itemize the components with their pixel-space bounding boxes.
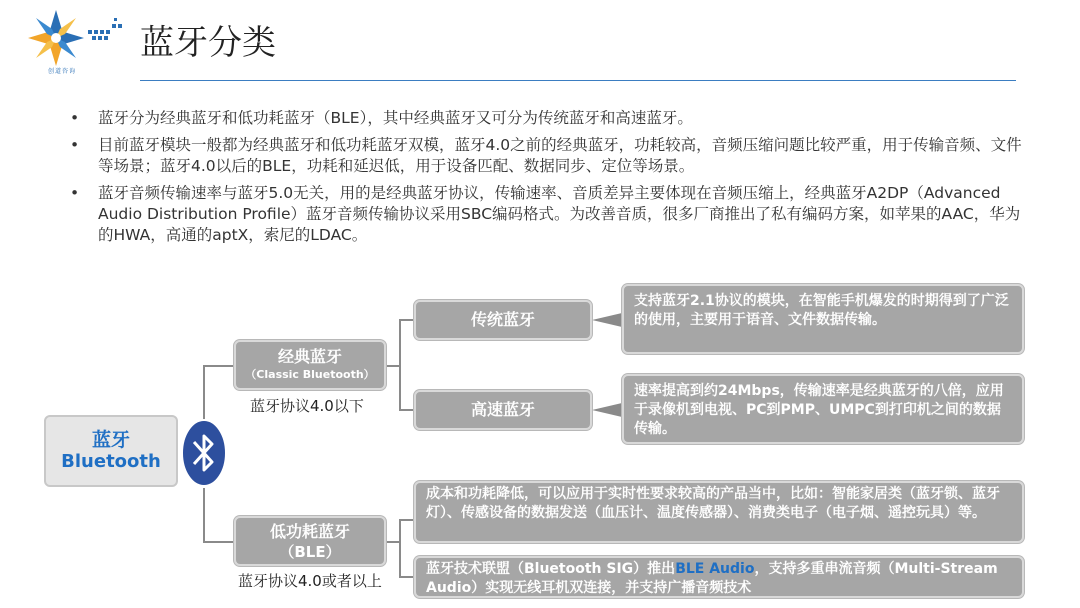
bullet-item: • 蓝牙音频传输速率与蓝牙5.0无关，用的是经典蓝牙协议，传输速率、音质差异主要体现在音频压缩上，经典蓝牙A2DP（Advanced Audio Distribution Profile）蓝牙音频传输协议采用SBC编码格式。为改善音质，很多厂商推出了私有编码方案，如苹果的AAC，华为的HWA，高通的aptX，索尼的LDAC。	[68, 183, 1028, 246]
highspeed-bluetooth-node: 高速蓝牙	[414, 390, 592, 430]
root-node	[44, 415, 178, 487]
traditional-description: 支持蓝牙2.1协议的模块，在智能手机爆发的时期得到了广泛的使用，主要用于语音、文件数据传输。	[622, 284, 1024, 354]
logo-text: 创道咨询	[48, 68, 77, 75]
ble-note: 蓝牙协议4.0或者以上	[238, 572, 382, 590]
classic-label-en: （Classic Bluetooth）	[245, 368, 375, 381]
ble-label-cn: 低功耗蓝牙	[269, 522, 350, 541]
root-label-cn: 蓝牙	[91, 429, 130, 451]
ble-audio-highlight: BLE Audio	[675, 561, 755, 577]
ble-desc2-before: 蓝牙技术联盟（Bluetooth SIG）推出	[426, 561, 676, 577]
bullet-item: • 蓝牙分为经典蓝牙和低功耗蓝牙（BLE），其中经典蓝牙又可分为传统蓝牙和高速蓝牙。	[68, 108, 1028, 129]
root-label-en: Bluetooth	[61, 451, 161, 472]
ble-node	[234, 516, 386, 566]
classic-label-cn: 经典蓝牙	[277, 347, 342, 366]
bullet-item: • 目前蓝牙模块一般都为经典蓝牙和低功耗蓝牙双模，蓝牙4.0之前的经典蓝牙，功耗较高，音频压缩问题比较严重，用于传输音频、文件等场景；蓝牙4.0以后的BLE，功耗和延迟低，用于设备匹配、数据同步、定位等场景。	[68, 135, 1028, 177]
ble-desc2-after: ，支持多重串流音频（Multi-Stream Audio）实现无线耳机双连接，并支持广播音频技术	[426, 561, 998, 596]
highspeed-description: 速率提高到约24Mbps，传输速率是经典蓝牙的八倍，应用于录像机到电视、PC到PMP、UMPC到打印机之间的数据传输。	[622, 374, 1024, 444]
ble-description-2	[414, 556, 1024, 598]
ble-description-1: 成本和功耗降低，可以应用于实时性要求较高的产品当中，比如：智能家居类（蓝牙锁、蓝牙灯）、传感设备的数据发送（血压计、温度传感器）、消费类电子（电子烟、遥控玩具）等。	[414, 481, 1024, 543]
classic-bluetooth-node	[234, 340, 386, 390]
page-title: 蓝牙分类	[140, 23, 276, 63]
ble-label-en: （BLE）	[279, 543, 341, 561]
bluetooth-icon	[180, 418, 228, 488]
classic-note: 蓝牙协议4.0以下	[250, 397, 364, 415]
traditional-bluetooth-node: 传统蓝牙	[414, 300, 592, 340]
